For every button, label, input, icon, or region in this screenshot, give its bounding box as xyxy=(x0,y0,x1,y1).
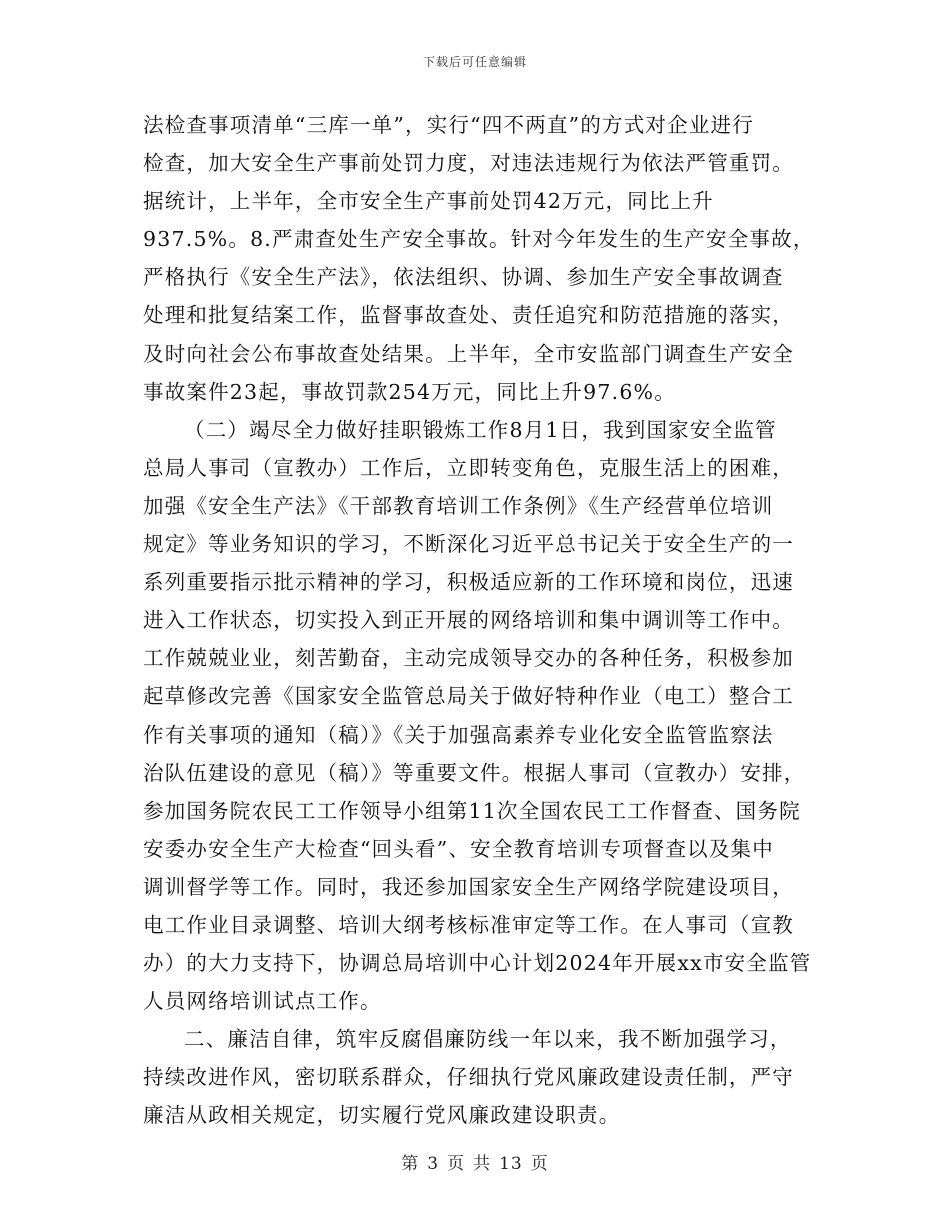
text-line: 总局人事司（宣教办）工作后，立即转变角色，克服生活上的困难， xyxy=(143,455,794,480)
text-line: 严格执行《安全生产法》，依法组织、协调、参加生产安全事故调查 xyxy=(143,265,784,290)
page-header-note: 下载后可任意编辑 xyxy=(422,55,527,69)
text-line: 起草修改完善《国家安全监管总局关于做好特种作业（电工）整合工 xyxy=(143,684,794,709)
text-line: 二、廉洁自律，筑牢反腐倡廉防线一年以来，我不断加强学习， xyxy=(184,1027,792,1052)
text-line: （二）竭尽全力做好挂职锻炼工作8月1日，我到国家安全监管 xyxy=(184,417,777,442)
text-line: 进入工作状态，切实投入到正开展的网络培训和集中调训等工作中。 xyxy=(143,608,794,633)
text-line: 人员网络培训试点工作。 xyxy=(143,989,382,1014)
text-line: 参加国务院农民工工作领导小组第11次全国农民工工作督查、国务院 xyxy=(143,798,801,823)
text-line: 安委办安全生产大检查“回头看”、安全教育培训专项督查以及集中 xyxy=(143,836,774,861)
text-line: 处理和批复结案工作，监督事故查处、责任追究和防范措施的落实， xyxy=(143,303,794,328)
text-line: 法检查事项清单“三库一单”，实行“四不两直”的方式对企业进行 xyxy=(143,113,754,137)
text-line: 作有关事项的通知（稿）》《关于加强高素养专业化安全监管监察法 xyxy=(143,722,774,747)
text-line: 937.5%。8.严肃查处生产安全事故。针对今年发生的生产安全事故， xyxy=(143,227,815,252)
text-line: 电工作业目录调整、培训大纲考核标准审定等工作。在人事司（宣教 xyxy=(143,912,794,937)
footer-page-number: 3 xyxy=(427,1154,440,1174)
text-line: 办）的大力支持下，协调总局培训中心计划2024年开展xx市安全监管 xyxy=(143,951,812,976)
footer-total-pages: 13 xyxy=(499,1154,523,1174)
text-line: 工作兢兢业业，刻苦勤奋，主动完成领导交办的各种任务，积极参加 xyxy=(143,646,794,671)
text-line: 治队伍建设的意见（稿）》等重要文件。根据人事司（宣教办）安排， xyxy=(143,760,806,785)
text-line: 规定》等业务知识的学习，不断深化习近平总书记关于安全生产的一 xyxy=(143,532,794,557)
footer-label-total-unit: 页 xyxy=(530,1154,549,1174)
text-line: 据统计，上半年，全市安全生产事前处罚42万元，同比上升 xyxy=(143,189,714,214)
text-line: 及时向社会公布事故查处结果。上半年，全市安监部门调查生产安全 xyxy=(143,341,794,366)
text-line: 调训督学等工作。同时，我还参加国家安全生产网络学院建设项目， xyxy=(143,874,794,899)
footer-label-page: 第 xyxy=(401,1154,420,1174)
document-body xyxy=(143,106,815,1135)
text-line: 事故案件23起，事故罚款254万元，同比上升97.6%。 xyxy=(143,379,676,404)
footer-label-page-unit: 页 xyxy=(447,1154,466,1174)
page-footer xyxy=(0,1149,950,1174)
text-line: 检查，加大安全生产事前处罚力度，对违法违规行为依法严管重罚。 xyxy=(143,151,794,176)
text-line: 持续改进作风，密切联系群众，仔细执行党风廉政建设责任制，严守 xyxy=(143,1065,794,1090)
text-line: 加强《安全生产法》《干部教育培训工作条例》《生产经营单位培训 xyxy=(143,493,774,518)
text-line: 系列重要指示批示精神的学习，积极适应新的工作环境和岗位，迅速 xyxy=(143,570,794,595)
text-line: 廉洁从政相关规定，切实履行党风廉政建设职责。 xyxy=(143,1103,621,1128)
footer-label-total: 共 xyxy=(473,1154,492,1174)
